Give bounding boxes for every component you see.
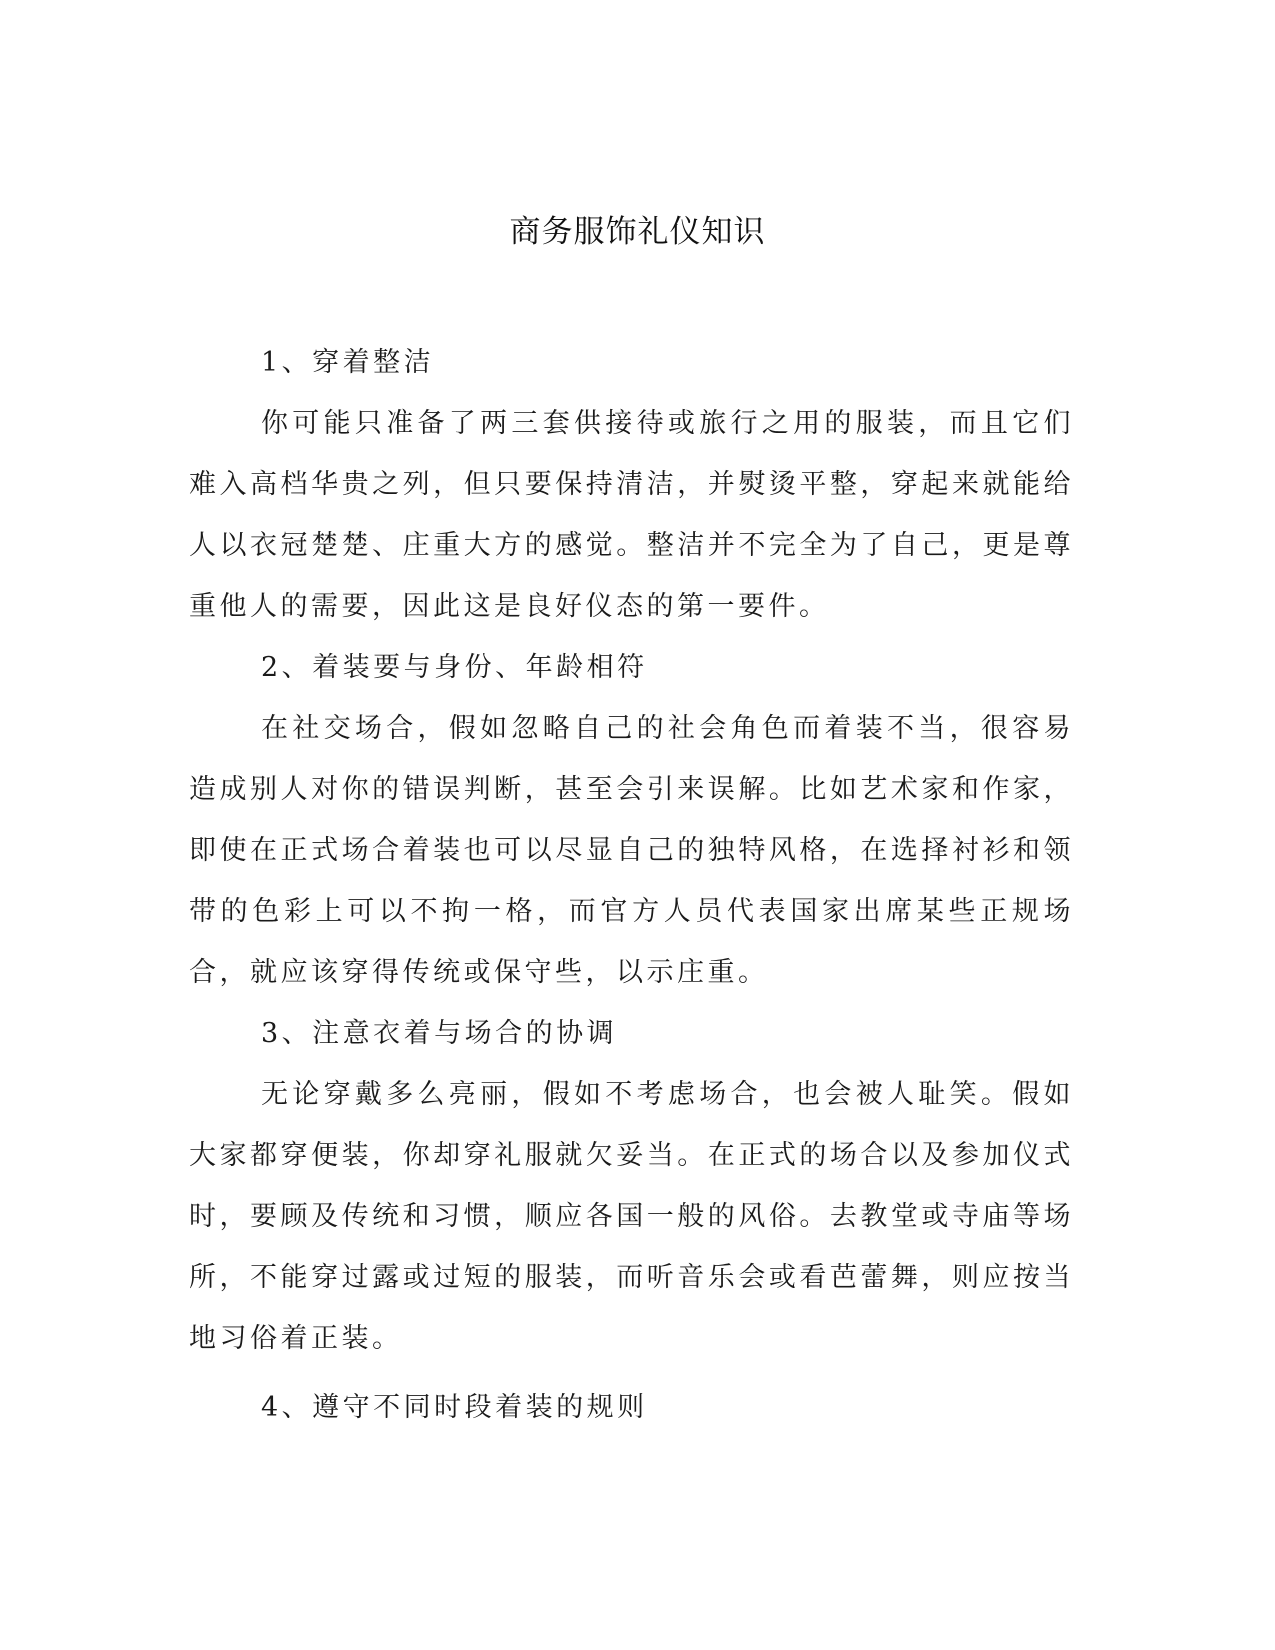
section-heading-1: 1、穿着整洁	[261, 347, 435, 378]
section-heading-2: 2、着装要与身份、年龄相符	[261, 652, 648, 683]
section-paragraph-1: 你可能只准备了两三套供接待或旅行之用的服装，而且它们难入高档华贵之列，但只要保持清洁，并熨烫平整，穿起来就能给人以衣冠楚楚、庄重大方的感觉。整洁并不完全为了自己，更是尊重他人的需要，因此这是良好仪态的第一要件。	[189, 408, 1074, 622]
section-paragraph-2: 在社交场合，假如忽略自己的社会角色而着装不当，很容易造成别人对你的错误判断，甚至会引来误解。比如艺术家和作家，即使在正式场合着装也可以尽显自己的独特风格，在选择衬衫和领带的色彩上可以不拘一格，而官方人员代表国家出席某些正规场合，就应该穿得传统或保守些，以示庄重。	[189, 713, 1074, 988]
section-heading-3: 3、注意衣着与场合的协调	[261, 1018, 618, 1049]
section-heading-4: 4、遵守不同时段着装的规则	[261, 1392, 648, 1423]
section-paragraph-3: 无论穿戴多么亮丽，假如不考虑场合，也会被人耻笑。假如大家都穿便装，你却穿礼服就欠妥当。在正式的场合以及参加仪式时，要顾及传统和习惯，顺应各国一般的风俗。去教堂或寺庙等场所，不能穿过露或过短的服装，而听音乐会或看芭蕾舞，则应按当地习俗着正装。	[189, 1079, 1074, 1354]
document-body	[189, 332, 1074, 1438]
document-title: 商务服饰礼仪知识	[509, 214, 766, 250]
